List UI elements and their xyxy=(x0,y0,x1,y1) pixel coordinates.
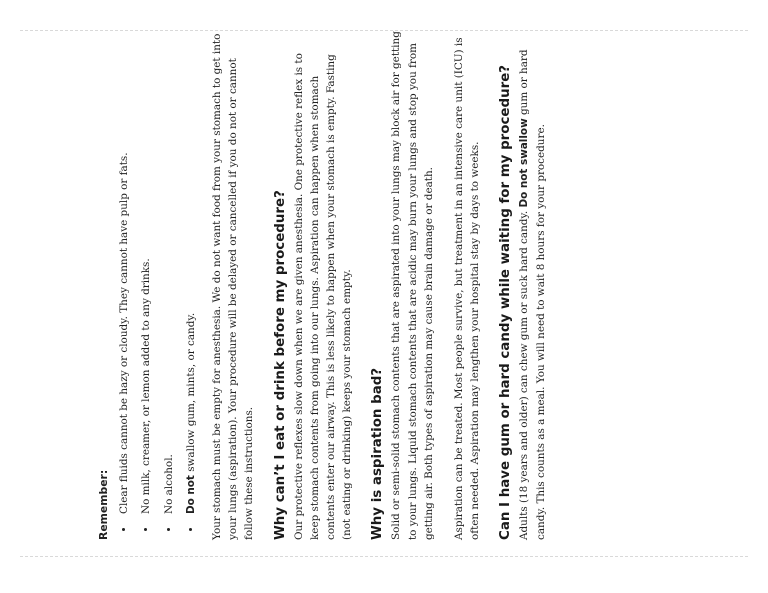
remember-heading: Remember: xyxy=(97,469,110,540)
section-heading-why-cant-eat: Why can’t I eat or drink before my procedure? xyxy=(272,190,288,540)
gum-text-after: gum or hard candy. This counts as a meal. You will need to wait 8 hours for your procedure. xyxy=(518,49,547,540)
gum-paragraph xyxy=(516,30,548,540)
list-item-text: swallow gum, mints, or candy. xyxy=(184,312,197,476)
reflex-paragraph: Our protective reflexes slow down when we are given anesthesia. One protective reflex is to keep stomach contents from going into our lungs. Aspiration can happen when stomach contents enter our airway. This is less likely to happen when your stomach is empty. Fasting (not eating or drinking) keeps your stomach empty. xyxy=(292,53,354,540)
list-item-text: Clear fluids cannot be hazy or cloudy. They cannot have pulp or fats. xyxy=(118,152,131,514)
section-heading-aspiration-bad: Why is aspiration bad? xyxy=(370,367,386,540)
list-item xyxy=(138,30,154,518)
list-item-text: No alcohol. xyxy=(162,454,175,514)
do-not-emphasis: Do not xyxy=(184,475,197,514)
list-item xyxy=(183,30,199,518)
do-not-swallow-emphasis: Do not swallow xyxy=(518,118,531,208)
gum-text-before: Adults (18 years and older) can chew gum or suck hard candy. xyxy=(518,207,531,540)
remember-list xyxy=(116,30,199,540)
list-item xyxy=(161,30,177,518)
list-item-text: No milk, creamer, or lemon added to any drinks. xyxy=(140,258,153,514)
empty-stomach-paragraph: Your stomach must be empty for anesthesia. We do not want food from your stomach to get into your lungs (aspiration). Your procedure will be delayed or cancelled if you do not or cannot follow these instructions. xyxy=(211,33,256,540)
section-heading-gum-candy: Can I have gum or hard candy while waiting for my procedure? xyxy=(498,64,514,540)
list-item xyxy=(116,30,132,518)
aspiration-treatment-paragraph: Aspiration can be treated. Most people survive, but treatment in an intensive care unit (ICU) is often needed. Aspiration may lengthen your hospital stay by days to weeks. xyxy=(453,37,482,540)
page-edge-bottom xyxy=(20,556,748,557)
rotated-page-content xyxy=(96,30,563,540)
aspiration-effects-paragraph: Solid or semi-solid stomach contents that are aspirated into your lungs may block air for getting to your lungs. Liquid stomach contents that are acidic may burn your lungs and stop you from getting air. Both types of aspiration may cause brain damage or death. xyxy=(390,31,435,540)
